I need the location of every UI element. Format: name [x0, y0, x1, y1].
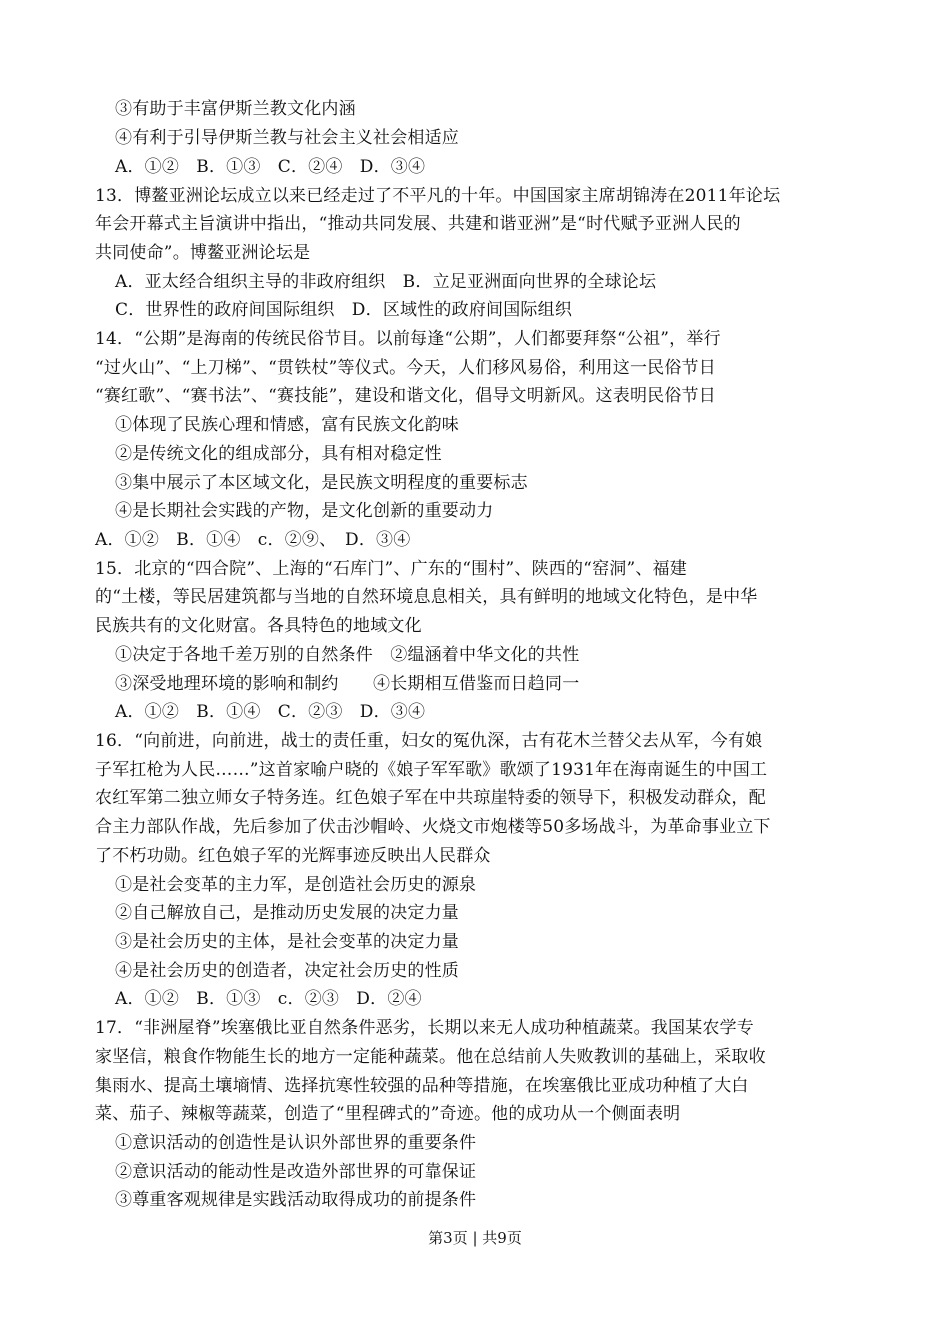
page-footer: 第3页 | 共9页 — [428, 1229, 522, 1247]
text-line: ③深受地理环境的影响和制约 ④长期相互借鉴而日趋同一 — [115, 674, 580, 694]
text-line: “过火山”、“上刀梯”、“贯铁杖”等仪式。今天，人们移风易俗，利用这一民俗节日 — [95, 358, 716, 378]
text-line: ④有利于引导伊斯兰教与社会主义社会相适应 — [115, 128, 459, 148]
text-line: 子军扛枪为人民……”这首家喻户晓的《娘子军军歌》歌颂了1931年在海南诞生的中国工 — [95, 760, 768, 780]
text-line: 13．博鳌亚洲论坛成立以来已经走过了不平凡的十年。中国国家主席胡锦涛在2011年论坛 — [95, 186, 781, 206]
text-line: ①是社会变革的主力军，是创造社会历史的源泉 — [115, 875, 477, 895]
text-line: ②是传统文化的组成部分，具有相对稳定性 — [115, 444, 442, 464]
text-line: A．①② B．①④ c．②⑨、 D．③④ — [95, 530, 411, 550]
text-line: ①意识活动的创造性是认识外部世界的重要条件 — [115, 1133, 477, 1153]
text-line: 17．“非洲屋脊”埃塞俄比亚自然条件恶劣，长期以来无人成功种植蔬菜。我国某农学专 — [95, 1018, 755, 1038]
text-line: 集雨水、提高土壤墒情、选择抗寒性较强的品种等措施，在埃塞俄比亚成功种植了大白 — [95, 1076, 749, 1096]
text-line: 共同使命”。博鳌亚洲论坛是 — [95, 243, 311, 263]
text-line: 民族共有的文化财富。各具特色的地域文化 — [95, 616, 422, 636]
text-line: 合主力部队作战，先后参加了伏击沙帽岭、火烧文市炮楼等50多场战斗，为革命事业立下 — [95, 817, 771, 837]
text-line: 年会开幕式主旨演讲中指出，“推动共同发展、共建和谐亚洲”是“时代赋予亚洲人民的 — [95, 214, 741, 234]
text-line: ③集中展示了本区域文化，是民族文明程度的重要标志 — [115, 473, 528, 493]
text-line: ③有助于丰富伊斯兰教文化内涵 — [115, 99, 356, 119]
text-line: A．①② B．①③ C．②④ D．③④ — [115, 157, 426, 177]
text-line: 家坚信，粮食作物能生长的地方一定能种蔬菜。他在总结前人失败教训的基础上，采取收 — [95, 1047, 766, 1067]
text-line: 的“土楼，等民居建筑都与当地的自然环境息息相关，具有鲜明的地域文化特色，是中华 — [95, 587, 758, 607]
text-line: “赛红歌”、“赛书法”、“赛技能”，建设和谐文化，倡导文明新风。这表明民俗节日 — [95, 386, 716, 406]
text-line: 农红军第二独立师女子特务连。红色娘子军在中共琼崖特委的领导下，积极发动群众，配 — [95, 788, 766, 808]
text-line: A．①② B．①③ c．②③ D．②④ — [115, 989, 422, 1009]
text-line: ②意识活动的能动性是改造外部世界的可靠保证 — [115, 1162, 477, 1182]
text-line: 了不朽功勋。红色娘子军的光辉事迹反映出人民群众 — [95, 846, 491, 866]
text-line: 16．“向前进，向前进，战士的责任重，妇女的冤仇深，古有花木兰替父去从军，今有娘 — [95, 731, 763, 751]
text-line: A．①② B．①④ C．②③ D．③④ — [115, 702, 426, 722]
text-line: ④是社会历史的创造者，决定社会历史的性质 — [115, 961, 459, 981]
text-line: 菜、茄子、辣椒等蔬菜，创造了“里程碑式的”奇迹。他的成功从一个侧面表明 — [95, 1104, 681, 1124]
text-line: ①决定于各地千差万别的自然条件 ②缊涵着中华文化的共性 — [115, 645, 580, 665]
text-line: 15．北京的“四合院”、上海的“石库门”、广东的“围村”、陕西的“窑洞”、福建 — [95, 559, 687, 579]
text-line: ②自己解放自己，是推动历史发展的决定力量 — [115, 903, 459, 923]
text-line: ①体现了民族心理和情感，富有民族文化韵味 — [115, 415, 459, 435]
text-line: C．世界性的政府间国际组织 D．区域性的政府间国际组织 — [115, 300, 573, 320]
text-line: ③尊重客观规律是实践活动取得成功的前提条件 — [115, 1190, 477, 1210]
text-line: A．亚太经合组织主导的非政府组织 B．立足亚洲面向世界的全球论坛 — [115, 272, 657, 292]
text-line: ④是长期社会实践的产物，是文化创新的重要动力 — [115, 501, 494, 521]
text-line: 14．“公期”是海南的传统民俗节目。以前每逢“公期”，人们都要拜祭“公祖”，举行 — [95, 329, 721, 349]
text-line: ③是社会历史的主体，是社会变革的决定力量 — [115, 932, 459, 952]
